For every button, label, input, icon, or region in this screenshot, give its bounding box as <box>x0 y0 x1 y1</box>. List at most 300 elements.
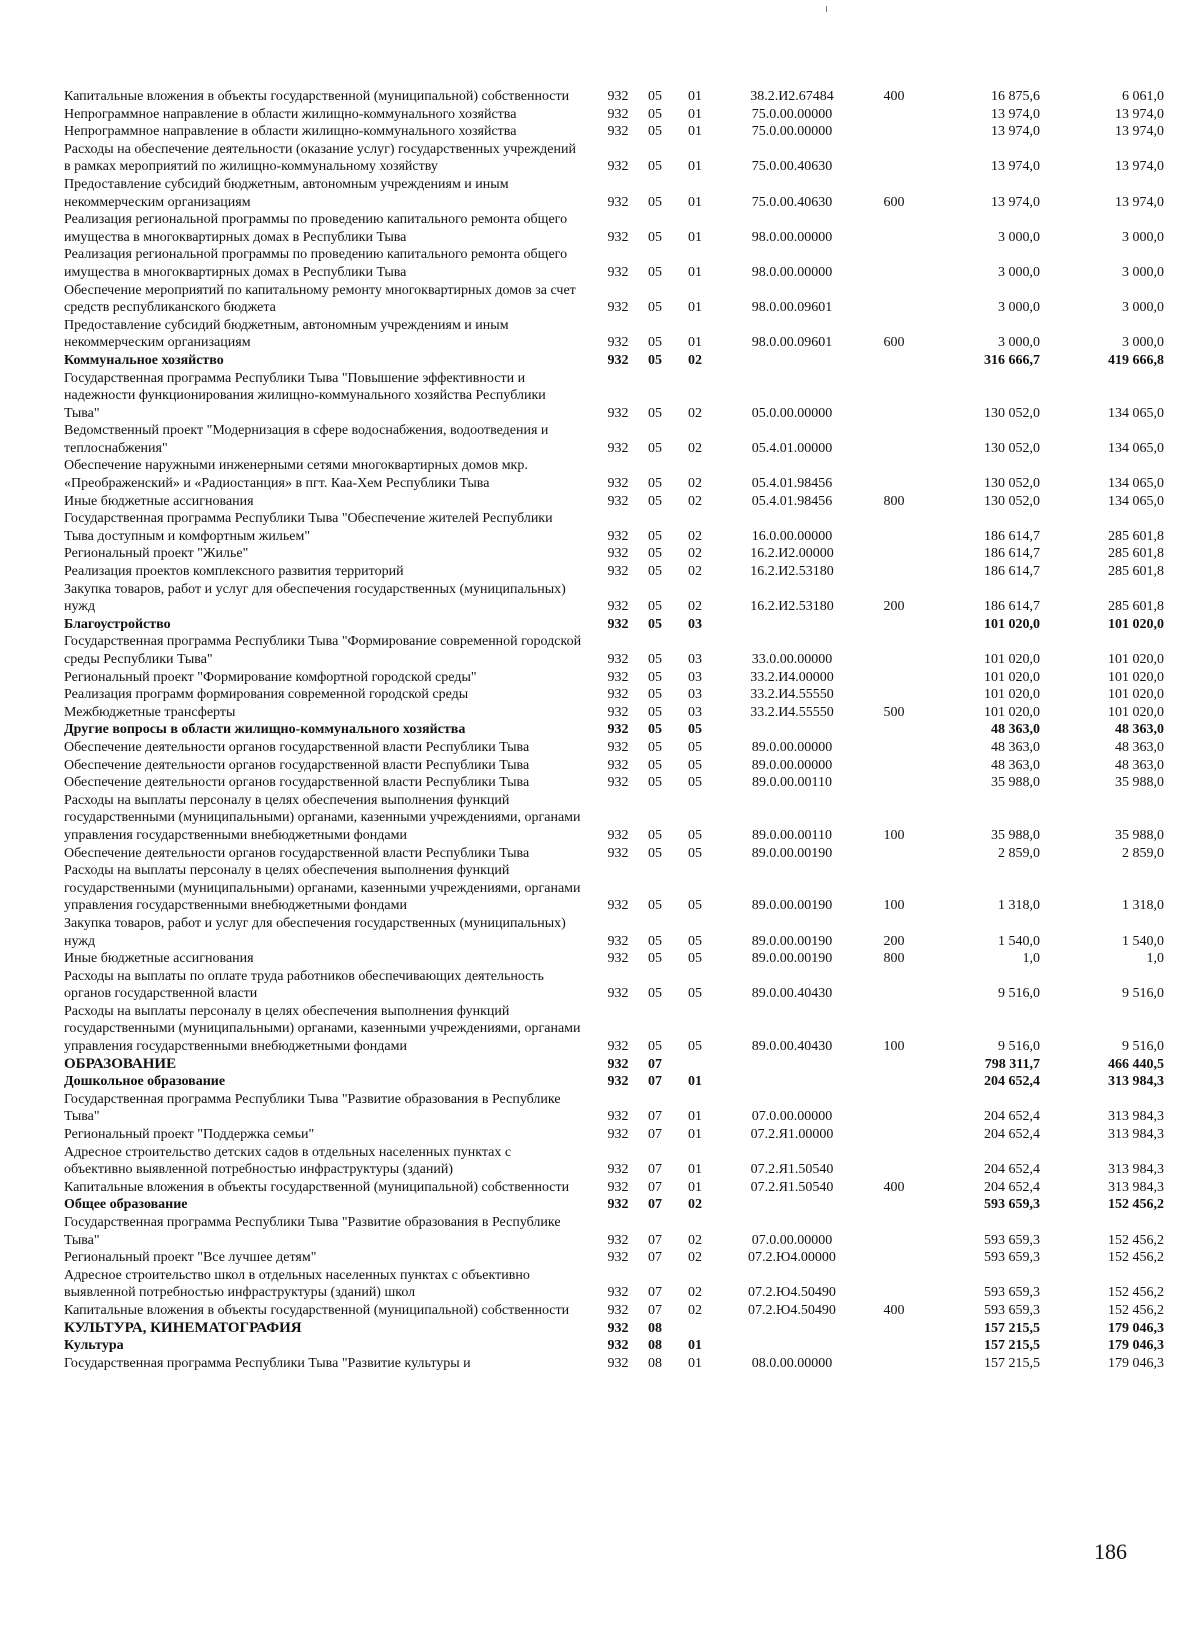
row-grbs: 932 <box>607 1109 629 1125</box>
table-row <box>64 757 1164 775</box>
row-target-article: 16.0.00.00000 <box>751 528 833 544</box>
row-section: 05 <box>648 775 662 791</box>
row-sum-2: 152 456,2 <box>1108 1197 1164 1213</box>
table-row <box>64 862 1164 915</box>
row-sum-1: 3 000,0 <box>998 300 1040 316</box>
row-subsection: 05 <box>688 951 702 967</box>
row-target-article <box>716 1056 868 1074</box>
row-name: Культура <box>64 1338 124 1354</box>
row-sum-2: 152 456,2 <box>1108 1250 1164 1266</box>
row-target-article: 33.2.И4.55550 <box>750 704 834 720</box>
row-target-article: 07.0.00.00000 <box>751 1109 833 1125</box>
row-subsection: 05 <box>688 845 702 861</box>
table-row <box>64 1214 1164 1249</box>
row-target-article: 89.0.00.00110 <box>752 827 832 843</box>
row-expense-type: 400 <box>883 1302 905 1318</box>
row-expense-type <box>868 968 920 1003</box>
row-subsection: 01 <box>688 194 702 210</box>
row-grbs: 932 <box>607 159 629 175</box>
row-sum-1: 157 215,5 <box>984 1338 1040 1354</box>
row-subsection: 02 <box>688 493 702 509</box>
row-subsection: 05 <box>688 933 702 949</box>
row-grbs: 932 <box>607 300 629 316</box>
row-section: 05 <box>648 300 662 316</box>
row-sum-1: 3 000,0 <box>998 335 1040 351</box>
table-row <box>64 1003 1164 1056</box>
row-target-article: 89.0.00.40430 <box>751 986 833 1002</box>
table-row <box>64 581 1164 616</box>
row-section: 05 <box>648 616 662 632</box>
row-expense-type: 400 <box>883 89 905 104</box>
row-sum-2: 313 984,3 <box>1108 1162 1164 1178</box>
row-grbs: 932 <box>607 704 629 720</box>
row-name: Расходы на выплаты по оплате труда работников обеспечивающих деятельность органов государственной власти <box>64 968 544 1002</box>
row-section: 07 <box>648 1250 662 1266</box>
row-section: 07 <box>648 1127 662 1143</box>
row-sum-2: 13 974,0 <box>1115 194 1164 210</box>
table-row <box>64 950 1164 968</box>
row-section: 05 <box>648 704 662 720</box>
row-sum-2: 13 974,0 <box>1115 159 1164 175</box>
row-sum-2: 466 440,5 <box>1108 1056 1164 1072</box>
row-name: Государственная программа Республики Тыва "Развитие образования в Республике Тыва" <box>64 1091 561 1125</box>
row-target-article: 89.0.00.00000 <box>751 757 833 773</box>
row-grbs: 932 <box>607 1074 629 1090</box>
table-row <box>64 352 1164 370</box>
row-subsection: 05 <box>688 827 702 843</box>
row-section: 08 <box>648 1355 662 1371</box>
table-row <box>64 88 1164 106</box>
row-grbs: 932 <box>607 652 629 667</box>
row-sum-2: 2 859,0 <box>1122 845 1164 861</box>
row-name: Расходы на обеспечение деятельности (оказание услуг) государственных учреждений в рамках мероприятий по жилищно-коммунальному хозяйству <box>64 141 576 175</box>
row-expense-type <box>868 633 920 668</box>
row-expense-type <box>868 1073 920 1091</box>
row-sum-2: 101 020,0 <box>1108 704 1164 720</box>
row-sum-1: 204 652,4 <box>984 1179 1040 1195</box>
row-section: 05 <box>648 476 662 492</box>
row-expense-type: 800 <box>883 951 905 967</box>
row-name: ОБРАЗОВАНИЕ <box>64 1055 177 1072</box>
row-sum-2: 152 456,2 <box>1108 1232 1164 1248</box>
row-target-article <box>716 1196 868 1214</box>
row-target-article: 07.2.Ю4.50490 <box>748 1285 836 1301</box>
row-section: 05 <box>648 669 662 685</box>
row-grbs: 932 <box>607 616 629 632</box>
row-grbs: 932 <box>607 1285 629 1301</box>
row-subsection: 01 <box>688 106 702 122</box>
row-expense-type <box>868 1091 920 1126</box>
row-section: 05 <box>648 564 662 580</box>
row-expense-type: 400 <box>883 1179 905 1195</box>
row-name: Благоустройство <box>64 616 171 632</box>
row-target-article: 08.0.00.00000 <box>751 1355 833 1371</box>
row-subsection: 05 <box>688 757 702 773</box>
row-expense-type <box>868 686 920 704</box>
row-name: Обеспечение мероприятий по капитальному ремонту многоквартирных домов за счет средств республиканского бюджета <box>64 282 576 316</box>
row-sum-1: 101 020,0 <box>984 616 1040 632</box>
row-sum-2: 285 601,8 <box>1108 528 1164 544</box>
row-sum-1: 3 000,0 <box>998 264 1040 280</box>
row-expense-type: 100 <box>883 1039 905 1055</box>
row-section: 07 <box>648 1197 662 1213</box>
row-sum-1: 1 318,0 <box>998 898 1040 914</box>
row-expense-type <box>868 669 920 687</box>
row-expense-type: 500 <box>883 704 905 720</box>
row-sum-1: 13 974,0 <box>991 106 1040 122</box>
row-name: Государственная программа Республики Тыва "Обеспечение жителей Республики Тыва доступным и комфортным жильем" <box>64 511 553 544</box>
row-section: 05 <box>648 493 662 509</box>
row-sum-1: 186 614,7 <box>984 546 1040 562</box>
row-name: Адресное строительство школ в отдельных населенных пунктах с объективно выявленной потребностью инфраструктуры (зданий) школ <box>64 1267 530 1301</box>
row-expense-type <box>868 739 920 757</box>
row-target-article: 07.2.Ю4.50490 <box>748 1302 836 1318</box>
table-row <box>64 1179 1164 1197</box>
row-name: Региональный проект "Все лучшее детям" <box>64 1250 317 1266</box>
row-name: Капитальные вложения в объекты государственной (муниципальной) собственности <box>64 89 570 104</box>
row-subsection: 01 <box>688 1355 702 1371</box>
row-subsection: 03 <box>688 616 702 632</box>
row-name: Закупка товаров, работ и услуг для обеспечения государственных (муниципальных) нужд <box>64 915 566 949</box>
row-sum-1: 101 020,0 <box>984 669 1040 685</box>
row-name: Государственная программа Республики Тыва "Повышение эффективности и надежности функционирования жилищно-коммунального хозяйства Республики Тыва" <box>64 370 546 421</box>
table-row <box>64 1196 1164 1214</box>
row-expense-type: 600 <box>883 335 905 351</box>
row-target-article: 07.2.Я1.50540 <box>750 1162 834 1178</box>
row-sum-2: 134 065,0 <box>1108 405 1164 421</box>
row-target-article: 89.0.00.00000 <box>751 739 833 755</box>
row-section: 07 <box>648 1302 662 1318</box>
row-target-article <box>716 616 868 634</box>
row-section: 05 <box>648 264 662 280</box>
row-target-article: 33.2.И4.00000 <box>750 669 834 685</box>
row-target-article: 07.0.00.00000 <box>751 1232 833 1248</box>
row-subsection: 02 <box>688 440 702 456</box>
row-sum-1: 204 652,4 <box>984 1109 1040 1125</box>
row-grbs: 932 <box>607 1197 629 1213</box>
row-target-article: 98.0.00.09601 <box>751 335 833 351</box>
row-expense-type <box>868 123 920 141</box>
row-target-article: 75.0.00.40630 <box>751 194 833 210</box>
row-expense-type <box>868 1214 920 1249</box>
table-row <box>64 563 1164 581</box>
row-grbs: 932 <box>607 1232 629 1248</box>
row-expense-type <box>868 141 920 176</box>
row-grbs: 932 <box>607 264 629 280</box>
row-expense-type <box>868 352 920 370</box>
row-subsection: 02 <box>688 476 702 492</box>
row-section: 07 <box>648 1232 662 1248</box>
row-expense-type <box>868 246 920 281</box>
row-expense-type: 200 <box>883 599 905 615</box>
row-target-article: 98.0.00.00000 <box>751 229 833 245</box>
row-grbs: 932 <box>607 546 629 562</box>
row-sum-2: 101 020,0 <box>1108 687 1164 703</box>
row-expense-type <box>868 1056 920 1074</box>
row-subsection: 01 <box>688 1127 702 1143</box>
row-sum-2: 285 601,8 <box>1108 599 1164 615</box>
row-sum-1: 593 659,3 <box>984 1250 1040 1266</box>
row-grbs: 932 <box>607 564 629 580</box>
table-row <box>64 370 1164 423</box>
row-sum-1: 204 652,4 <box>984 1127 1040 1143</box>
row-grbs: 932 <box>607 124 629 140</box>
row-target-article: 38.2.И2.67484 <box>750 89 834 104</box>
row-sum-1: 204 652,4 <box>984 1074 1040 1090</box>
row-grbs: 932 <box>607 898 629 914</box>
row-grbs: 932 <box>607 528 629 544</box>
row-subsection: 03 <box>688 704 702 720</box>
row-grbs: 932 <box>607 1056 629 1072</box>
row-name: Региональный проект "Поддержка семьи" <box>64 1127 315 1143</box>
row-sum-2: 134 065,0 <box>1108 476 1164 492</box>
table-row <box>64 123 1164 141</box>
row-subsection: 01 <box>688 159 702 175</box>
row-expense-type <box>868 774 920 792</box>
row-target-article: 89.0.00.00190 <box>751 845 833 861</box>
row-section: 08 <box>648 1320 662 1336</box>
row-name: Реализация региональной программы по проведению капитального ремонта общего имущества в многоквартирных домах в Республики Тыва <box>64 212 568 245</box>
row-name: Обеспечение деятельности органов государственной власти Республики Тыва <box>64 845 530 861</box>
row-section: 07 <box>648 1109 662 1125</box>
row-section: 05 <box>648 352 662 368</box>
row-name: Расходы на выплаты персоналу в целях обеспечения выполнения функций государственными (муниципальными) органами, казенными учреждениями, органами управления государственными внебюджетными фондами <box>64 792 581 843</box>
row-sum-1: 2 859,0 <box>998 845 1040 861</box>
row-grbs: 932 <box>607 1355 629 1371</box>
row-name: Государственная программа Республики Тыва "Развитие культуры и <box>64 1355 471 1371</box>
row-target-article: 07.2.Я1.00000 <box>750 1127 834 1143</box>
row-grbs: 932 <box>607 599 629 615</box>
row-grbs: 932 <box>607 1039 629 1055</box>
row-target-article: 89.0.00.00190 <box>751 898 833 914</box>
row-name: Иные бюджетные ассигнования <box>64 951 254 967</box>
row-sum-2: 35 988,0 <box>1115 827 1164 843</box>
row-target-article: 33.0.00.00000 <box>751 652 833 667</box>
row-name: Ведомственный проект "Модернизация в сфере водоснабжения, водоотведения и теплоснабжения" <box>64 423 549 456</box>
row-subsection: 02 <box>688 599 702 615</box>
row-grbs: 932 <box>607 986 629 1002</box>
row-name: Коммунальное хозяйство <box>64 352 224 368</box>
row-grbs: 932 <box>607 1250 629 1266</box>
row-subsection: 05 <box>688 722 702 738</box>
row-name: Обеспечение деятельности органов государственной власти Республики Тыва <box>64 739 530 755</box>
table-row <box>64 211 1164 246</box>
row-expense-type <box>868 1355 920 1373</box>
row-sum-2: 152 456,2 <box>1108 1285 1164 1301</box>
row-sum-1: 1 540,0 <box>998 933 1040 949</box>
row-section: 05 <box>648 546 662 562</box>
row-subsection: 03 <box>688 669 702 685</box>
row-name: Дошкольное образование <box>64 1074 226 1090</box>
table-row <box>64 422 1164 457</box>
row-sum-1: 798 311,7 <box>984 1056 1040 1072</box>
row-sum-2: 1,0 <box>1146 951 1164 967</box>
row-subsection: 01 <box>688 1074 702 1090</box>
row-subsection: 01 <box>688 1338 702 1354</box>
row-sum-1: 3 000,0 <box>998 229 1040 245</box>
row-name: Предоставление субсидий бюджетным, автономным учреждениям и иным некоммерческим организациям <box>64 176 509 210</box>
row-name: Реализация проектов комплексного развития территорий <box>64 564 404 580</box>
row-expense-type <box>868 1196 920 1214</box>
row-sum-2: 9 516,0 <box>1122 1039 1164 1055</box>
row-sum-1: 130 052,0 <box>984 493 1040 509</box>
row-sum-2: 134 065,0 <box>1108 493 1164 509</box>
row-sum-2: 9 516,0 <box>1122 986 1164 1002</box>
table-row <box>64 1355 1164 1373</box>
row-expense-type <box>868 757 920 775</box>
row-sum-1: 48 363,0 <box>991 722 1040 738</box>
row-subsection: 01 <box>688 1179 702 1195</box>
row-name: Обеспечение деятельности органов государственной власти Республики Тыва <box>64 757 530 773</box>
row-target-article <box>716 352 868 370</box>
row-target-article: 05.0.00.00000 <box>751 405 833 421</box>
row-target-article <box>716 721 868 739</box>
table-row <box>64 915 1164 950</box>
row-grbs: 932 <box>607 352 629 368</box>
row-sum-1: 593 659,3 <box>984 1285 1040 1301</box>
row-section: 05 <box>648 827 662 843</box>
row-sum-1: 9 516,0 <box>998 1039 1040 1055</box>
row-sum-2: 48 363,0 <box>1115 722 1164 738</box>
row-target-article: 89.0.00.40430 <box>751 1039 833 1055</box>
row-expense-type <box>868 422 920 457</box>
row-expense-type: 800 <box>883 493 905 509</box>
row-name: Иные бюджетные ассигнования <box>64 493 254 509</box>
table-row <box>64 616 1164 634</box>
row-sum-2: 1 318,0 <box>1122 898 1164 914</box>
table-row <box>64 176 1164 211</box>
row-section: 05 <box>648 528 662 544</box>
row-sum-2: 179 046,3 <box>1108 1320 1164 1336</box>
row-sum-2: 101 020,0 <box>1108 616 1164 632</box>
row-sum-2: 3 000,0 <box>1122 264 1164 280</box>
row-expense-type <box>868 370 920 423</box>
row-sum-1: 157 215,5 <box>984 1320 1040 1336</box>
row-target-article <box>716 1337 868 1355</box>
row-target-article: 05.4.01.00000 <box>751 440 833 456</box>
row-name: Непрограммное направление в области жилищно-коммунального хозяйства <box>64 124 517 140</box>
row-expense-type <box>868 1144 920 1179</box>
table-row <box>64 545 1164 563</box>
row-section: 05 <box>648 124 662 140</box>
row-sum-1: 9 516,0 <box>998 986 1040 1002</box>
row-subsection: 01 <box>688 264 702 280</box>
row-grbs: 932 <box>607 1162 629 1178</box>
row-sum-2: 3 000,0 <box>1122 229 1164 245</box>
table-row <box>64 1056 1164 1074</box>
row-section: 08 <box>648 1338 662 1354</box>
row-section: 05 <box>648 986 662 1002</box>
row-target-article <box>716 1320 868 1338</box>
row-subsection: 01 <box>688 1109 702 1125</box>
row-sum-2: 313 984,3 <box>1108 1109 1164 1125</box>
row-section: 05 <box>648 440 662 456</box>
table-row <box>64 1267 1164 1302</box>
table-row <box>64 633 1164 668</box>
row-sum-1: 48 363,0 <box>991 757 1040 773</box>
row-expense-type <box>868 106 920 124</box>
row-target-article: 05.4.01.98456 <box>751 476 833 492</box>
table-row <box>64 968 1164 1003</box>
row-sum-2: 101 020,0 <box>1108 652 1164 667</box>
row-sum-1: 16 875,6 <box>991 89 1040 104</box>
row-subsection: 05 <box>688 775 702 791</box>
table-row <box>64 282 1164 317</box>
row-subsection: 02 <box>688 352 702 368</box>
row-subsection: 02 <box>688 1302 702 1318</box>
row-sum-2: 3 000,0 <box>1122 335 1164 351</box>
row-sum-1: 186 614,7 <box>984 599 1040 615</box>
row-expense-type <box>868 1126 920 1144</box>
row-expense-type: 100 <box>883 898 905 914</box>
row-target-article: 89.0.00.00110 <box>752 775 832 791</box>
row-section: 05 <box>648 739 662 755</box>
row-expense-type: 100 <box>883 827 905 843</box>
row-section: 05 <box>648 845 662 861</box>
row-name: Региональный проект "Жилье" <box>64 546 249 562</box>
row-sum-2: 13 974,0 <box>1115 124 1164 140</box>
table-row <box>64 106 1164 124</box>
row-subsection: 01 <box>688 300 702 316</box>
row-sum-1: 1,0 <box>1022 951 1040 967</box>
row-sum-1: 593 659,3 <box>984 1232 1040 1248</box>
row-sum-1: 204 652,4 <box>984 1162 1040 1178</box>
table-row <box>64 141 1164 176</box>
row-grbs: 932 <box>607 1302 629 1318</box>
row-grbs: 932 <box>607 229 629 245</box>
row-subsection: 05 <box>688 898 702 914</box>
row-sum-2: 48 363,0 <box>1115 739 1164 755</box>
row-sum-1: 186 614,7 <box>984 528 1040 544</box>
row-target-article: 16.2.И2.53180 <box>750 599 834 615</box>
budget-table <box>64 88 1164 1372</box>
row-grbs: 932 <box>607 405 629 421</box>
row-section: 07 <box>648 1056 662 1072</box>
table-row <box>64 1337 1164 1355</box>
row-target-article: 75.0.00.00000 <box>751 124 833 140</box>
row-expense-type <box>868 563 920 581</box>
row-name: Другие вопросы в области жилищно-коммунального хозяйства <box>64 722 466 738</box>
row-target-article: 05.4.01.98456 <box>751 493 833 509</box>
row-sum-2: 179 046,3 <box>1108 1338 1164 1354</box>
row-sum-1: 48 363,0 <box>991 739 1040 755</box>
row-section: 05 <box>648 106 662 122</box>
row-subsection: 02 <box>688 405 702 421</box>
row-expense-type <box>868 1320 920 1338</box>
table-row <box>64 1320 1164 1338</box>
row-subsection: 01 <box>688 229 702 245</box>
table-row <box>64 721 1164 739</box>
row-name: Капитальные вложения в объекты государственной (муниципальной) собственности <box>64 1179 570 1195</box>
row-grbs: 932 <box>607 933 629 949</box>
row-sum-2: 3 000,0 <box>1122 300 1164 316</box>
row-target-article: 75.0.00.40630 <box>751 159 833 175</box>
row-sum-1: 130 052,0 <box>984 440 1040 456</box>
row-grbs: 932 <box>607 440 629 456</box>
row-section: 07 <box>648 1162 662 1178</box>
row-target-article: 16.2.И2.53180 <box>750 564 834 580</box>
row-sum-1: 157 215,5 <box>984 1355 1040 1371</box>
row-subsection: 02 <box>688 546 702 562</box>
row-subsection: 05 <box>688 739 702 755</box>
row-name: КУЛЬТУРА, КИНЕМАТОГРАФИЯ <box>64 1319 302 1336</box>
row-section: 05 <box>648 405 662 421</box>
row-name: Реализация региональной программы по проведению капитального ремонта общего имущества в многоквартирных домах в Республики Тыва <box>64 247 568 280</box>
row-subsection: 02 <box>688 528 702 544</box>
row-grbs: 932 <box>607 1127 629 1143</box>
row-section: 07 <box>648 1179 662 1195</box>
row-target-article <box>716 1073 868 1091</box>
